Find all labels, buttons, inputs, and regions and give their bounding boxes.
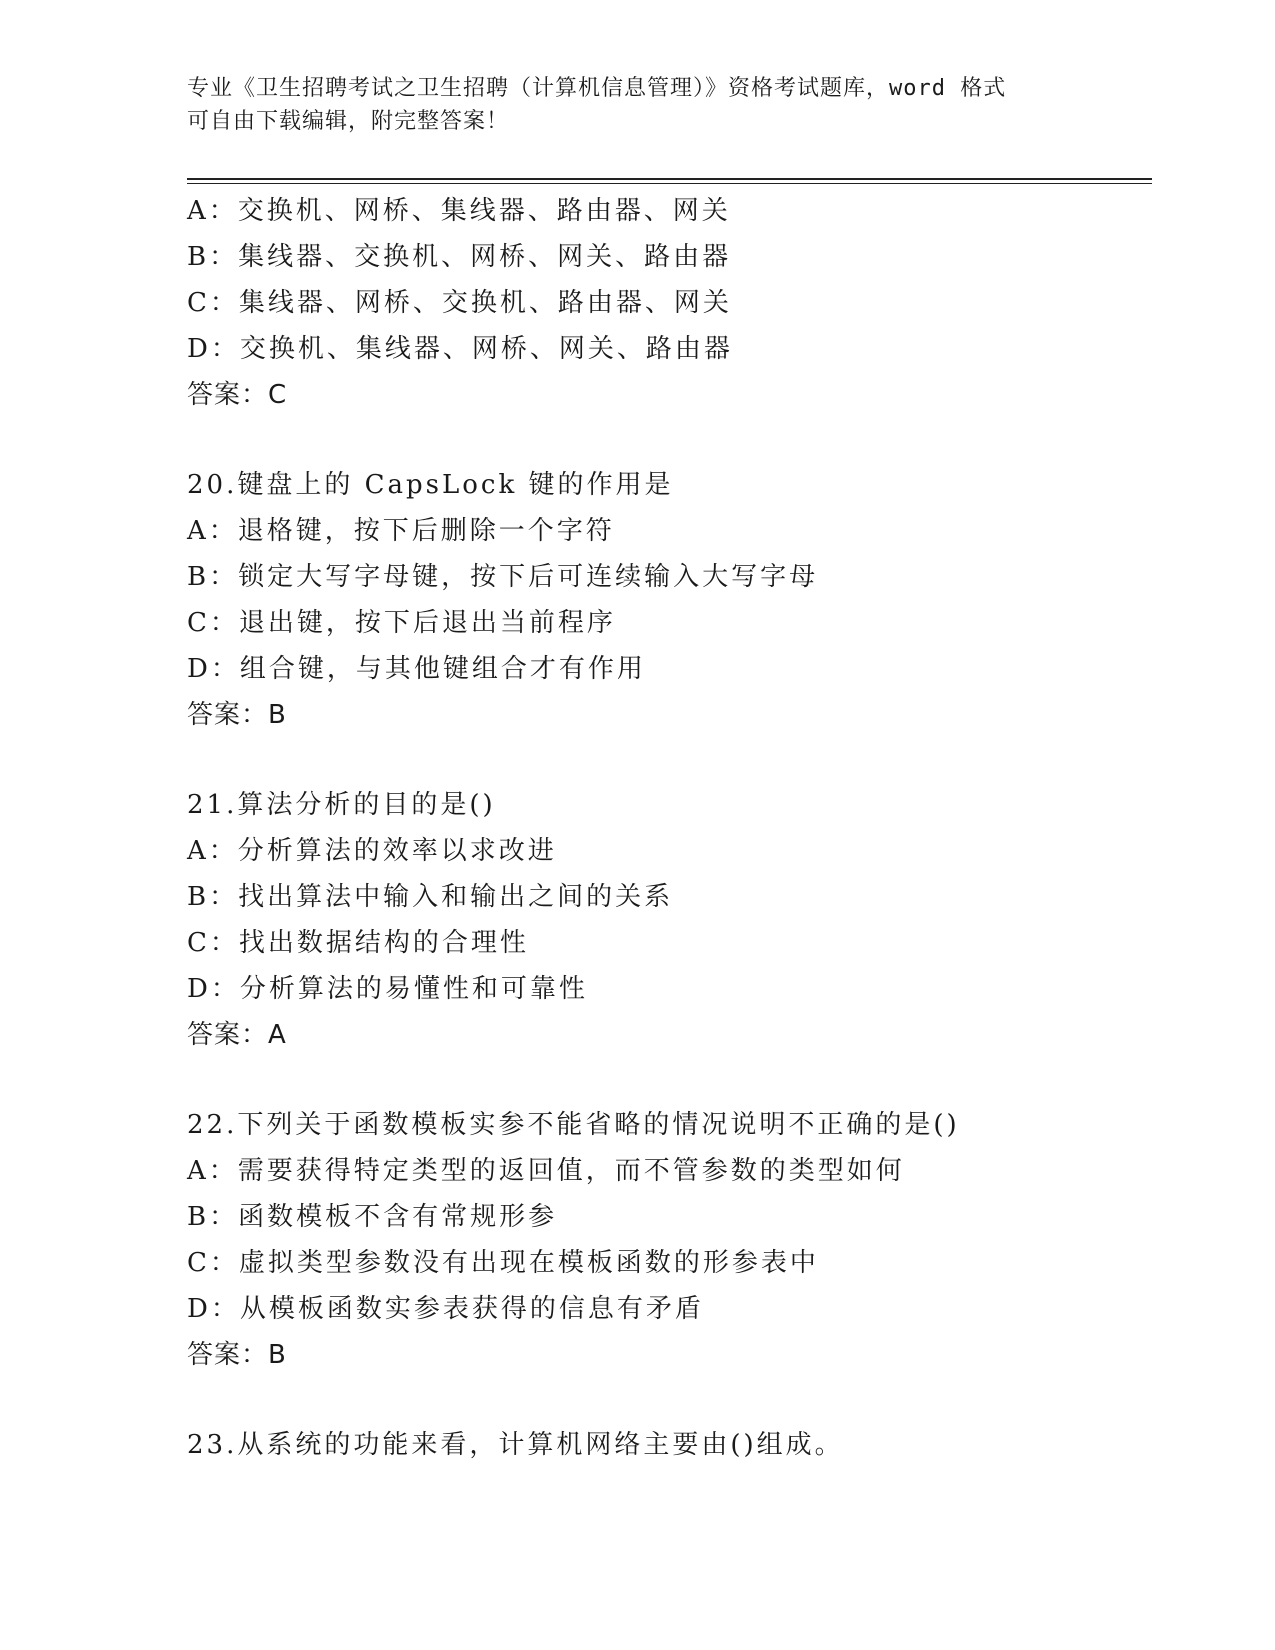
option-d: D：从模板函数实参表获得的信息有矛盾 bbox=[187, 1294, 704, 1324]
option-c: C：集线器、网桥、交换机、路由器、网关 bbox=[187, 288, 732, 318]
option-a: A：需要获得特定类型的返回值，而不管参数的类型如何 bbox=[187, 1156, 905, 1186]
spacer bbox=[187, 738, 1152, 782]
option-d: D：分析算法的易懂性和可靠性 bbox=[187, 974, 588, 1004]
header-line-2: 可自由下载编辑，附完整答案！ bbox=[187, 109, 510, 134]
question-block-19 bbox=[187, 188, 1152, 418]
option-c: C：退出键，按下后退出当前程序 bbox=[187, 608, 616, 638]
option-c: C：找出数据结构的合理性 bbox=[187, 928, 529, 958]
option-a: A：分析算法的效率以求改进 bbox=[187, 836, 557, 866]
question-block-22 bbox=[187, 1102, 1152, 1378]
question-block-21 bbox=[187, 782, 1152, 1058]
option-d: D：交换机、集线器、网桥、网关、路由器 bbox=[187, 334, 733, 364]
question-text: 23.从系统的功能来看，计算机网络主要由()组成。 bbox=[187, 1430, 844, 1460]
header-line-1: 专业《卫生招聘考试之卫生招聘（计算机信息管理）》资格考试题库，word 格式 bbox=[187, 76, 1007, 101]
question-text: 20.键盘上的 CapsLock 键的作用是 bbox=[187, 470, 674, 500]
question-block-20 bbox=[187, 462, 1152, 738]
answer-line: 答案：C bbox=[187, 380, 288, 410]
answer-line: 答案：B bbox=[187, 700, 287, 730]
answer-line: 答案：B bbox=[187, 1340, 287, 1370]
spacer bbox=[187, 1378, 1152, 1422]
answer-line: 答案：A bbox=[187, 1020, 287, 1050]
header-divider-thick bbox=[187, 178, 1152, 180]
spacer bbox=[187, 418, 1152, 462]
header-divider-thin bbox=[187, 183, 1152, 184]
option-c: C：虚拟类型参数没有出现在模板函数的形参表中 bbox=[187, 1248, 819, 1278]
question-text: 21.算法分析的目的是() bbox=[187, 790, 496, 820]
question-list bbox=[187, 188, 1152, 1468]
option-d: D：组合键，与其他键组合才有作用 bbox=[187, 654, 646, 684]
option-b: B：锁定大写字母键，按下后可连续输入大写字母 bbox=[187, 562, 819, 592]
document-header bbox=[187, 72, 1067, 138]
question-text: 22.下列关于函数模板实参不能省略的情况说明不正确的是() bbox=[187, 1110, 960, 1140]
option-b: B：找出算法中输入和输出之间的关系 bbox=[187, 882, 674, 912]
spacer bbox=[187, 1058, 1152, 1102]
option-a: A：交换机、网桥、集线器、路由器、网关 bbox=[187, 196, 731, 226]
option-b: B：集线器、交换机、网桥、网关、路由器 bbox=[187, 242, 732, 272]
option-a: A：退格键，按下后删除一个字符 bbox=[187, 516, 615, 546]
question-block-23 bbox=[187, 1422, 1152, 1468]
option-b: B：函数模板不含有常规形参 bbox=[187, 1202, 558, 1232]
